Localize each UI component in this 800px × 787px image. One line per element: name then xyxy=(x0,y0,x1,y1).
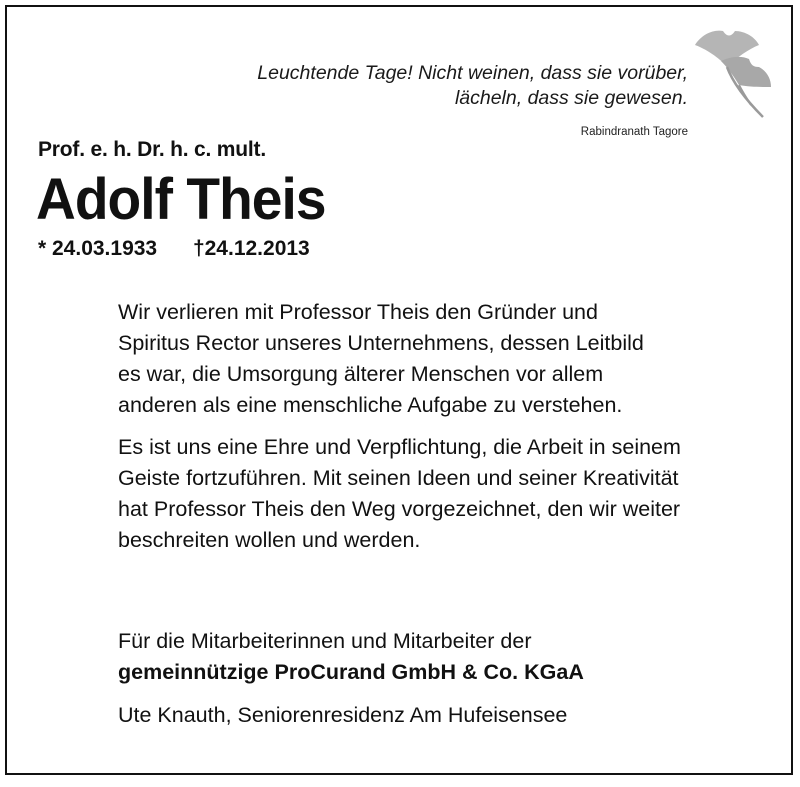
quote xyxy=(257,61,688,111)
quote-author: Rabindranath Tagore xyxy=(580,126,688,138)
text-line: anderen als eine menschliche Aufgabe zu verstehen. xyxy=(118,393,623,417)
text-line: hat Professor Theis den Weg vorgezeichnet, den wir weiter xyxy=(118,497,681,521)
text-line: Es ist uns eine Ehre und Verpflichtung, die Arbeit in seinem xyxy=(118,435,681,459)
life-dates xyxy=(38,237,310,261)
death-date: †24.12.2013 xyxy=(192,237,310,260)
quote-line: Leuchtende Tage! Nicht weinen, dass sie vorüber, xyxy=(257,62,688,84)
text-line: beschreiten wollen und werden. xyxy=(118,528,421,552)
obituary-card xyxy=(5,5,793,775)
company-name: gemeinnützige ProCurand GmbH & Co. KGaA xyxy=(118,660,584,684)
signature-intro: Für die Mitarbeiterinnen und Mitarbeiter der xyxy=(118,629,532,653)
birth-date: * 24.03.1933 xyxy=(38,237,158,260)
text-line: Wir verlieren mit Professor Theis den Gründer und xyxy=(118,300,598,324)
paragraph xyxy=(118,297,778,421)
text-line: es war, die Umsorgung älterer Menschen vor allem xyxy=(118,362,604,386)
text-line: Spiritus Rector unseres Unternehmens, dessen Leitbild xyxy=(118,331,644,355)
signature-person: Ute Knauth, Seniorenresidenz Am Hufeisensee xyxy=(118,703,568,727)
paragraph xyxy=(118,432,778,556)
academic-title: Prof. e. h. Dr. h. c. mult. xyxy=(38,138,266,161)
ginkgo-leaf-icon xyxy=(687,27,773,121)
text-line: Geiste fortzuführen. Mit seinen Ideen und seiner Kreativität xyxy=(118,466,679,490)
obituary-text xyxy=(118,297,778,567)
deceased-name: Adolf Theis xyxy=(36,167,326,232)
signature-block xyxy=(118,626,778,731)
quote-line: lächeln, dass sie gewesen. xyxy=(454,87,688,109)
